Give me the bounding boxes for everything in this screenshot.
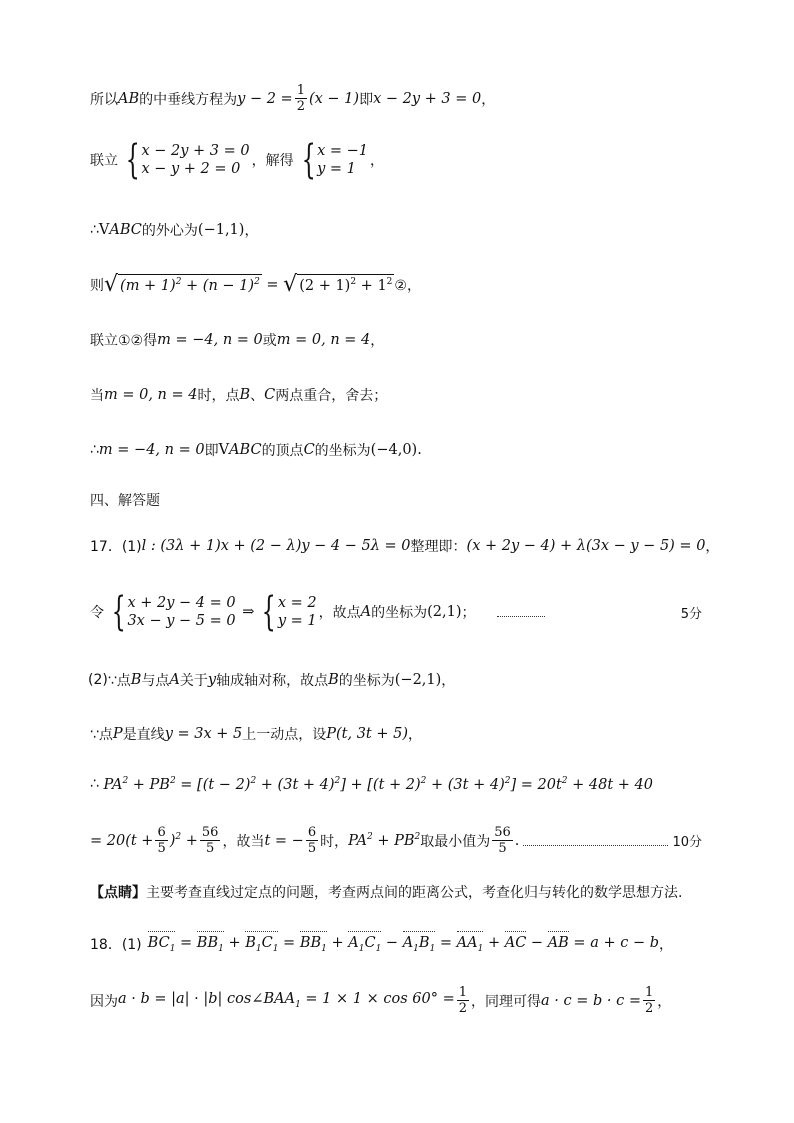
text: 的顶点 xyxy=(261,443,304,459)
fraction: $\frac{1}{2}$ xyxy=(296,83,305,114)
text: 所以 xyxy=(90,91,118,108)
fraction: $\frac{1}{2}$ xyxy=(458,985,468,1016)
math-eq: t = − xyxy=(264,832,304,849)
text: ，解得 xyxy=(251,153,294,169)
key-point-label: 【点睛】 xyxy=(90,885,146,901)
text: 令 xyxy=(90,605,104,621)
line-solve-system xyxy=(90,137,694,183)
line-reject-case xyxy=(90,385,694,405)
line-key-point xyxy=(90,882,694,902)
fraction: $\frac{6}{5}$ xyxy=(157,825,166,856)
line-dot-products xyxy=(90,986,694,1015)
question-number: 17．(1) xyxy=(90,539,142,555)
score-label: 5分 xyxy=(680,606,702,622)
math: A xyxy=(360,604,372,620)
line-circumcenter xyxy=(90,220,694,240)
math-eq: l : (3λ + 1)x + (2 − λ)y − 4 − 5λ = 0 xyxy=(141,538,411,554)
text: ，同理可得 xyxy=(471,993,542,1010)
math-eq: = 20(t + xyxy=(90,832,154,849)
text: ， xyxy=(657,993,672,1010)
text: . xyxy=(417,442,422,458)
question-number: 18．(1) xyxy=(90,937,142,953)
math: P xyxy=(112,726,123,742)
text: ②， xyxy=(394,278,421,294)
text: ∴ xyxy=(90,442,99,458)
math-eq: m = 0, n = 4 xyxy=(104,387,198,403)
math: A xyxy=(169,672,180,688)
text: ∵点 xyxy=(107,673,131,689)
text: ，故点 xyxy=(318,605,361,621)
text: 当 xyxy=(90,388,104,404)
text: ； xyxy=(461,605,476,621)
text: ， xyxy=(244,223,259,239)
text: ， xyxy=(408,727,423,743)
text: 的外心为 xyxy=(141,223,198,239)
fraction: $\frac{6}{5}$ xyxy=(307,825,317,856)
text: 主要考查直线过定点的问题，考查两点间的距离公式，考查化归与转化的数学思想方法. xyxy=(146,885,683,901)
text: ∵点 xyxy=(90,727,113,743)
fraction: $\frac{56}{5}$ xyxy=(201,825,219,856)
math-eq: P(t, 3t + 5) xyxy=(326,726,409,742)
math-eq: y − 2 = xyxy=(237,90,293,107)
line-perpendicular-bisector xyxy=(90,84,694,113)
line-q18-part1 xyxy=(90,934,694,954)
text: 联立 xyxy=(90,153,118,169)
math: C xyxy=(303,442,315,458)
math-eq: m = −4, n = 0 xyxy=(157,332,263,348)
math: y xyxy=(207,672,217,688)
sqrt-expr: √ $(m + 1)^2 + (n - 1)^2$ xyxy=(104,272,260,297)
math-eq: a · b = |a| · |b| $\cos\angle BAA_1 = 1 \times 1 \times \cos 60^\circ$ = xyxy=(118,991,455,1010)
text: 或 xyxy=(262,333,277,349)
text: 即 xyxy=(359,91,374,108)
math-eq: (x − 1) xyxy=(308,90,360,107)
math-eq: )$^2$ + xyxy=(169,832,198,849)
text: 因为 xyxy=(90,993,118,1010)
math: ABC xyxy=(109,222,142,238)
math-eq: x − 2y + 3 = 0 xyxy=(373,90,482,107)
text: 时， xyxy=(320,833,349,850)
triangle-symbol: V xyxy=(218,442,230,458)
text: 是直线 xyxy=(122,727,165,743)
text: ， xyxy=(705,539,720,555)
sqrt-expr: √ $(2 + 1)^2 + 1^2$ xyxy=(283,272,393,297)
math: C xyxy=(264,387,276,403)
section-title: 四、解答题 xyxy=(90,493,160,509)
text: 即 xyxy=(204,443,219,459)
dot-leader xyxy=(523,835,668,846)
equation-system: { x + 2y − 4 = 0 3x − y − 5 = 0 xyxy=(111,589,236,635)
text: ， xyxy=(658,937,673,953)
text: 的中垂线方程为 xyxy=(139,91,238,108)
text: 时，点 xyxy=(197,388,240,404)
text: 上一动点，设 xyxy=(242,727,327,743)
text: ∴ xyxy=(90,222,99,238)
part-number: (2) xyxy=(88,672,108,688)
fraction: $\frac{1}{2}$ xyxy=(644,985,654,1016)
text: ，故当 xyxy=(222,833,265,850)
text: 轴成轴对称，故点 xyxy=(216,673,329,689)
math: (−1,1) xyxy=(197,222,245,238)
math: B xyxy=(328,672,339,688)
math: (2,1) xyxy=(427,604,462,620)
math: (−4,0) xyxy=(370,442,418,458)
line-distance-equation xyxy=(90,274,694,296)
math-eq: m = 0, n = 4 xyxy=(276,332,371,348)
text: 联立①②得 xyxy=(90,333,158,349)
fraction: $\frac{56}{5}$ xyxy=(494,825,511,856)
text: 的坐标为 xyxy=(371,605,428,621)
line-q17-part1 xyxy=(90,536,720,556)
math: B xyxy=(130,672,142,688)
text: 的坐标为 xyxy=(314,443,371,459)
text: ， xyxy=(369,153,384,169)
text: 与点 xyxy=(141,673,170,689)
text: 整理即： xyxy=(410,539,467,555)
equation-system: { x − 2y + 3 = 0 x − y + 2 = 0 xyxy=(125,137,250,183)
math-eq: (x + 2y − 4) + λ(3x − y − 5) = 0 xyxy=(466,538,706,554)
line-point-b xyxy=(90,670,694,690)
math: AB xyxy=(118,90,140,107)
dot-leader xyxy=(497,608,545,617)
score-label: 10分 xyxy=(672,835,702,850)
math: ABC xyxy=(229,442,262,458)
math-eq: m = −4, n = 0 xyxy=(98,442,205,458)
math-eq: a · c = b · c = xyxy=(541,992,641,1009)
line-minimum: = 20(t + $\frac{6}{5}$ )$^2$ + $\frac{56}{5}$ ，故当 t = − $\frac{6}{5}$ 时， $PA^2 + PB^2$ 取最小值为 $\frac{56}{5}$ . 10分 xyxy=(90,825,702,856)
math: B xyxy=(239,387,251,403)
vector-eq: $BC_1 = BB_1 + B_1C_1 = BB_1 + A_1C_1 - A_1B_1 = AA_1$ + AC − AB = a + c − b xyxy=(147,934,659,954)
triangle-symbol: V xyxy=(98,222,110,238)
text: ， xyxy=(481,91,496,108)
text: 取最小值为 xyxy=(420,833,491,850)
line-sum-of-squares xyxy=(90,776,694,793)
text: 的坐标为 xyxy=(338,673,395,689)
equation-system: { x = 2 y = 1 xyxy=(262,589,317,635)
text: 则 xyxy=(90,278,104,294)
math-eq: $PA^2 + PB^2 = [(t - 2)^2 + (3t + 4)^2] + [(t + 2)^2 + (3t + 4)^2] = 20t^2 + 48t + 40$ xyxy=(98,776,653,793)
equation-system: { x = −1 y = 1 xyxy=(301,137,368,183)
line-solutions xyxy=(90,330,694,350)
line-point-a xyxy=(90,589,702,635)
line-vertex-c xyxy=(90,440,694,460)
math: (−2,1) xyxy=(394,672,442,688)
math-eq: = xyxy=(261,277,284,293)
math-eq: $PA^2 + PB^2$ xyxy=(348,832,421,849)
text: 、 xyxy=(250,388,265,404)
text: ， xyxy=(441,673,456,689)
text: 关于 xyxy=(179,673,208,689)
math-eq: y = 3x + 5 xyxy=(164,726,243,742)
section-heading xyxy=(90,490,694,510)
implies-symbol: ⇒ xyxy=(237,604,255,620)
line-point-p xyxy=(90,724,694,744)
text: 两点重合，舍去； xyxy=(275,388,388,404)
text: ， xyxy=(370,333,385,349)
text: ∴ xyxy=(90,776,99,793)
